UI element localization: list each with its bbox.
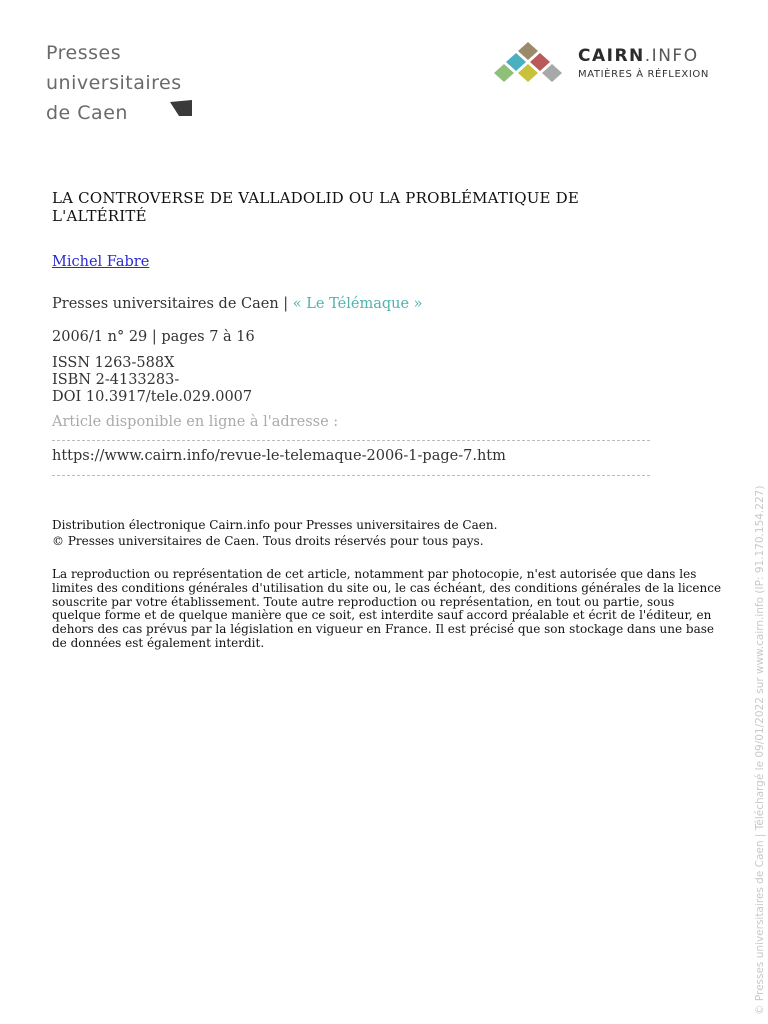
issue-info: 2006/1 n° 29 | pages 7 à 16 [52, 329, 255, 345]
identifiers [52, 355, 252, 406]
publication-line [52, 296, 423, 312]
availability-label: Article disponible en ligne à l'adresse : [52, 414, 339, 430]
journal-link[interactable]: « Le Télémaque » [292, 296, 423, 312]
issn: ISSN 1263-588X [52, 355, 175, 371]
author-link[interactable]: Michel Fabre [52, 254, 150, 270]
cairn-brand-name: CAIRN [578, 46, 645, 66]
publisher-logo [46, 38, 182, 128]
divider-bottom [52, 475, 650, 476]
legal-notice: La reproduction ou représentation de cet article, notamment par photocopie, n'est autorisée que dans les limites des conditions générales d'utilisation du site ou, le cas échéant, des conditions générales de la licence souscrite par votre établissement. Toute autre reproduction ou représentation, en tout ou partie, sous quelque forme et de quelque manière que ce soit, est interdite sauf accord préalable et écrit de l'éditeur, en dehors des cas prévus par la législation en vigueur en France. Il est précisé que son stockage dans une base de données est également interdit. [52, 567, 722, 650]
publisher-logo-line3: de Caen [46, 102, 128, 124]
copyright-line: © Presses universitaires de Caen. Tous droits réservés pour tous pays. [52, 534, 484, 548]
distribution-notice [52, 517, 497, 549]
flag-icon [170, 100, 192, 116]
cairn-diamonds-icon [488, 42, 570, 92]
publisher-logo-line2: universitaires [46, 72, 182, 94]
divider-top [52, 440, 650, 441]
cairn-brand-suffix: .INFO [644, 46, 699, 66]
cairn-brand [578, 46, 699, 66]
article-title: LA CONTROVERSE DE VALLADOLID OU LA PROBLÉMATIQUE DE L'ALTÉRITÉ [52, 189, 580, 225]
side-watermark: © Presses universitaires de Caen | Téléchargé le 09/01/2022 sur www.cairn.info (IP: 91.170.154.227) [754, 485, 766, 1015]
separator: | [278, 296, 293, 312]
publisher-logo-line1: Presses [46, 42, 122, 64]
publisher-name: Presses universitaires de Caen [52, 296, 279, 312]
cairn-tagline: MATIÈRES À RÉFLEXION [578, 69, 709, 80]
distribution-line: Distribution électronique Cairn.info pour Presses universitaires de Caen. [52, 518, 498, 532]
article-url-link[interactable]: https://www.cairn.info/revue-le-telemaque-2006-1-page-7.htm [52, 448, 506, 464]
cairn-logo [488, 42, 728, 92]
isbn: ISBN 2-4133283- [52, 372, 180, 388]
doi: DOI 10.3917/tele.029.0007 [52, 389, 253, 405]
